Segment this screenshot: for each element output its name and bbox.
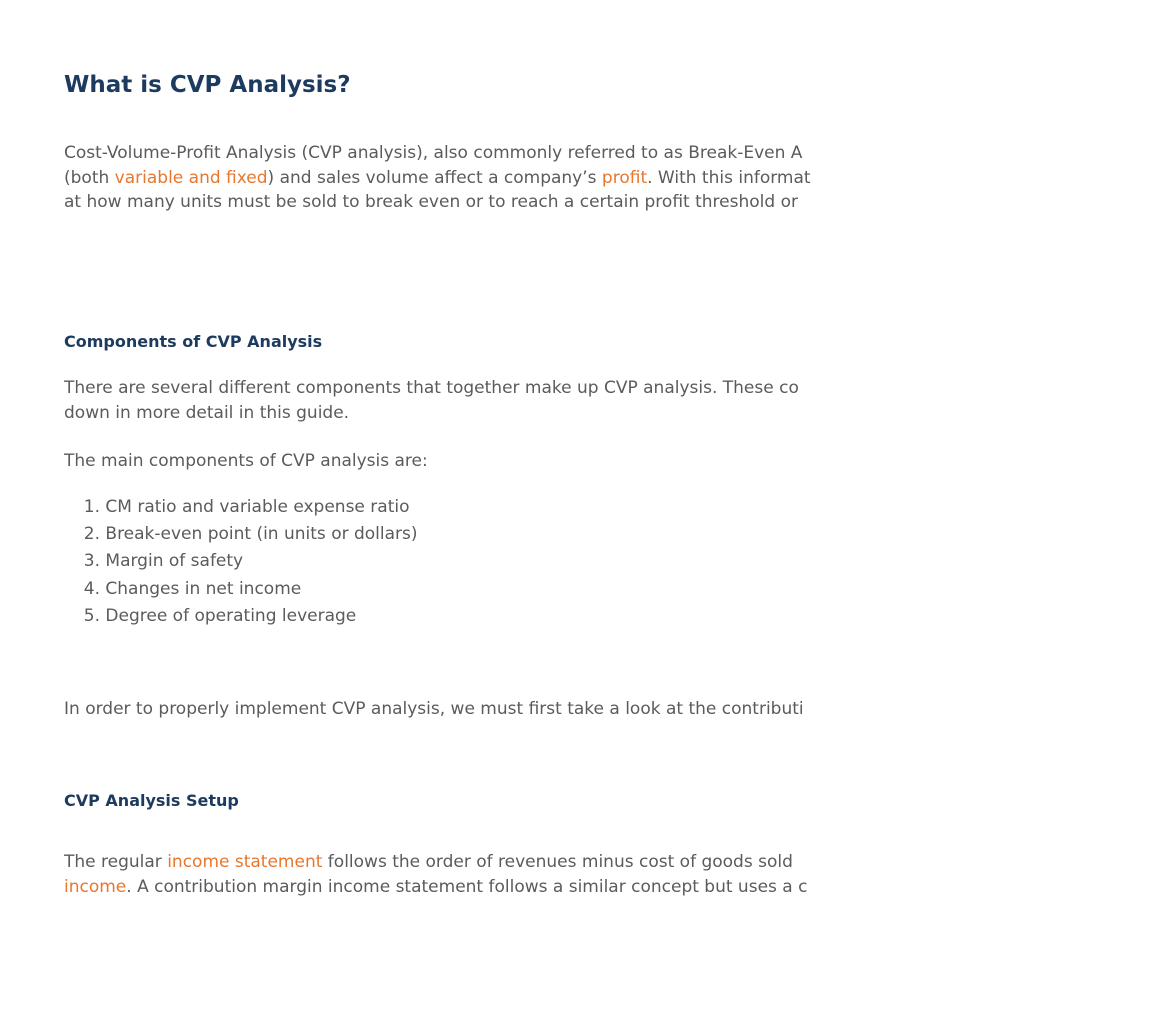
list-text: Break-even point (in units or dollars) bbox=[105, 524, 418, 545]
components-heading: Components of CVP Analysis bbox=[64, 332, 323, 351]
intro-text: (both bbox=[64, 167, 115, 188]
intro-line-1: Cost-Volume-Profit Analysis (CVP analysis), also commonly referred to as Break-Even A bbox=[64, 143, 803, 163]
intro-text: . With this informat bbox=[647, 167, 811, 188]
setup-heading: CVP Analysis Setup bbox=[64, 791, 239, 810]
setup-text: . A contribution margin income statement follows a similar concept but uses a c bbox=[126, 876, 808, 897]
list-item bbox=[64, 549, 418, 576]
variable-and-fixed-link[interactable]: variable and fixed bbox=[114, 167, 268, 188]
list-number: 4. bbox=[83, 578, 100, 599]
intro-text: ) and sales volume affect a company’s bbox=[267, 167, 602, 188]
setup-paragraph bbox=[64, 850, 807, 899]
list-intro: The main components of CVP analysis are: bbox=[64, 451, 428, 471]
closing-paragraph: In order to properly implement CVP analysis, we must first take a look at the contributi bbox=[64, 699, 804, 719]
intro-line-3: at how many units must be sold to break even or to reach a certain profit threshold or bbox=[64, 192, 798, 212]
list-number: 5. bbox=[83, 605, 100, 626]
list-item bbox=[64, 604, 418, 631]
intro-paragraph bbox=[64, 141, 811, 215]
page-title: What is CVP Analysis? bbox=[64, 72, 351, 98]
setup-text: follows the order of revenues minus cost of goods sold bbox=[322, 852, 793, 872]
components-list bbox=[64, 495, 418, 631]
list-number: 1. bbox=[83, 497, 100, 517]
list-number: 2. bbox=[83, 524, 100, 545]
setup-text: The regular bbox=[64, 852, 168, 872]
list-item bbox=[64, 495, 418, 522]
profit-link[interactable]: profit bbox=[601, 167, 648, 188]
list-item bbox=[64, 577, 418, 604]
list-item bbox=[64, 522, 418, 549]
intro-line-2 bbox=[64, 166, 811, 191]
components-line-2: down in more detail in this guide. bbox=[64, 402, 350, 423]
list-text: CM ratio and variable expense ratio bbox=[105, 497, 410, 517]
list-text: Margin of safety bbox=[105, 551, 244, 572]
list-text: Changes in net income bbox=[105, 578, 302, 599]
list-text: Degree of operating leverage bbox=[105, 605, 357, 626]
list-number: 3. bbox=[83, 551, 100, 572]
setup-line-1 bbox=[64, 850, 807, 875]
income-link[interactable]: income bbox=[64, 876, 127, 897]
components-paragraph bbox=[64, 376, 799, 425]
components-line-1: There are several different components that together make up CVP analysis. These co bbox=[64, 378, 799, 398]
setup-line-2 bbox=[64, 875, 807, 900]
income-statement-link[interactable]: income statement bbox=[167, 852, 323, 872]
